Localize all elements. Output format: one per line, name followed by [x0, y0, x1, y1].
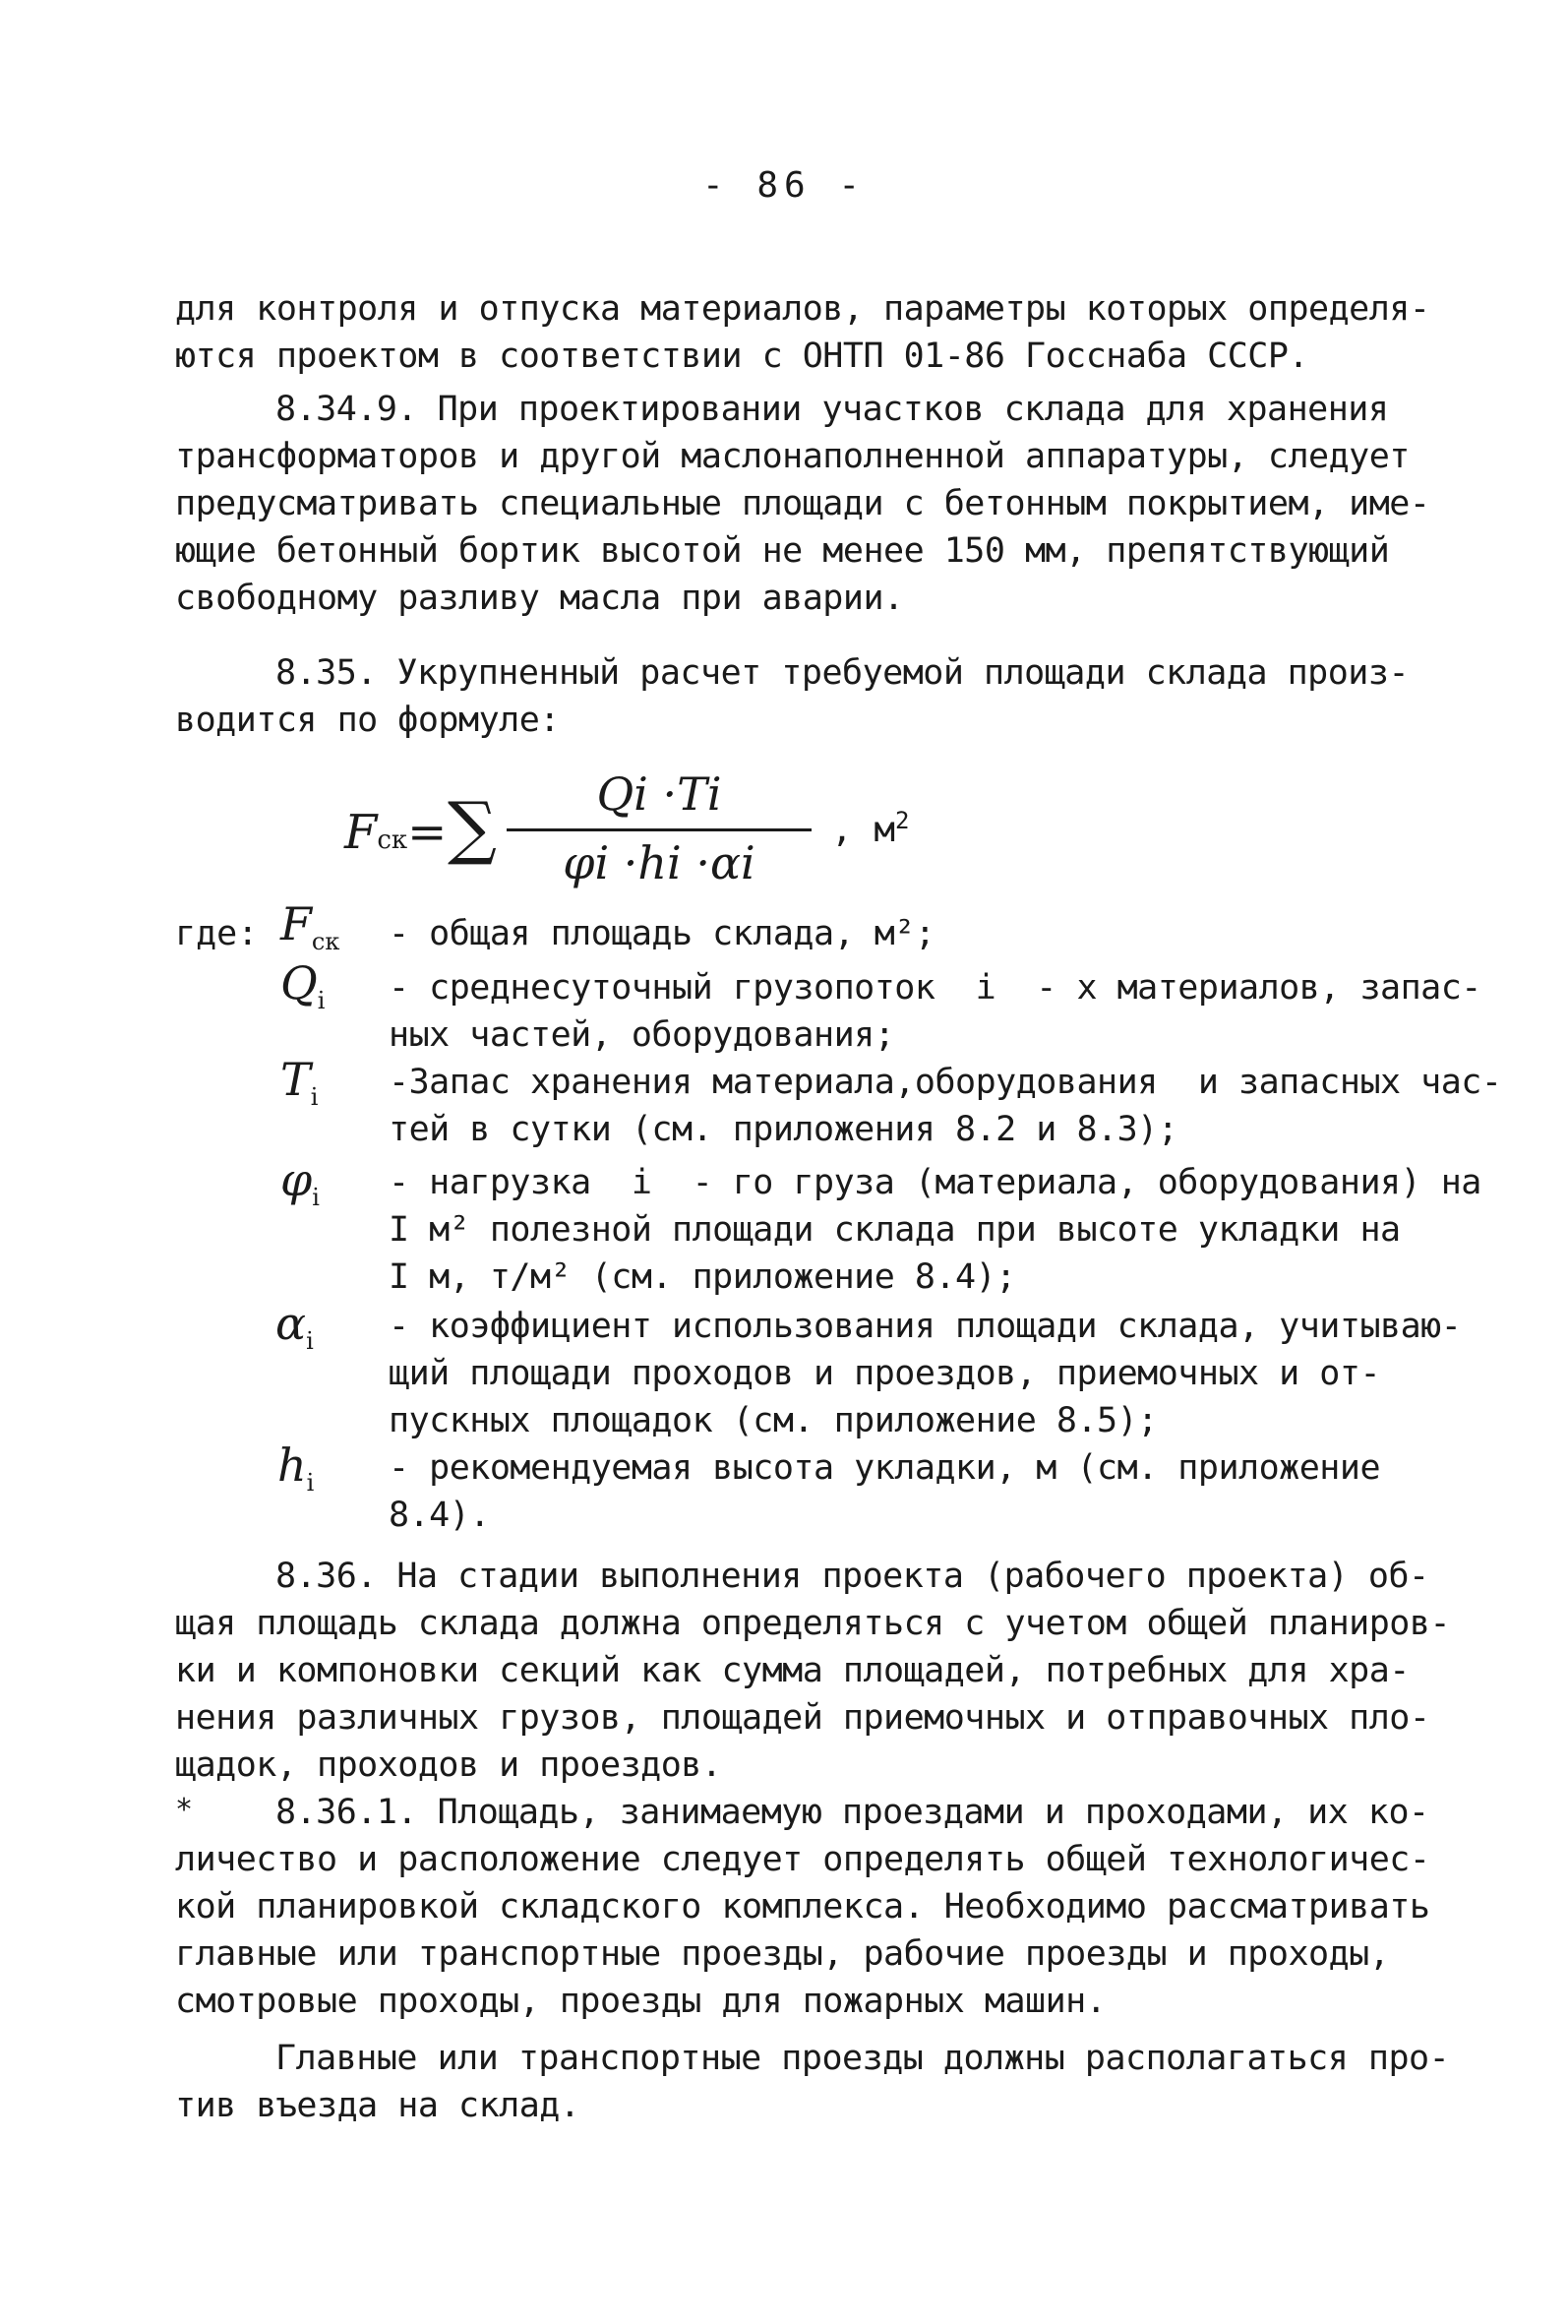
definition-line: - общая площадь склада, м²;: [389, 914, 935, 953]
text-line: ки и компоновки секций как сумма площадей, потребных для хра-: [175, 1651, 1410, 1690]
asterisk-mark: *: [175, 1793, 194, 1827]
fraction-bar: [507, 828, 812, 831]
symbol-T: $T_i$: [280, 1053, 319, 1112]
text-line: главные или транспортные проезды, рабочие проезды и проходы,: [175, 1934, 1390, 1974]
definition-line: тей в сутки (см. приложения 8.2 и 8.3);: [389, 1110, 1178, 1149]
symbol-F: $F_{ск}$: [280, 897, 340, 956]
text-line: щая площадь склада должна определяться с учетом общей планиров-: [175, 1604, 1451, 1643]
text-line: нения различных грузов, площадей приемочных и отправочных пло-: [175, 1698, 1430, 1738]
formula-numerator: Qi ·Ti: [596, 767, 722, 821]
symbol-Q: $Q_i$: [280, 956, 326, 1015]
page-number: - 86 -: [701, 165, 867, 206]
text-line: предусматривать специальные площади с бетонным покрытием, име-: [175, 484, 1430, 523]
symbol-h: $h_i$: [277, 1438, 315, 1498]
text-line: для контроля и отпуска материалов, параметры которых определя-: [175, 289, 1430, 329]
text-line: кой планировкой складского комплекса. Необходимо рассматривать: [175, 1887, 1430, 1926]
text-line: водится по формуле:: [175, 701, 560, 740]
text-line: тив въезда на склад.: [175, 2086, 580, 2125]
text-line: 8.36.1. Площадь, занимаемую проездами и проходами, их ко-: [275, 1793, 1429, 1832]
definition-line: - среднесуточный грузопоток i - х материалов, запас-: [389, 968, 1481, 1008]
definition-line: - рекомендуемая высота укладки, м (см. приложение: [389, 1448, 1381, 1488]
definition-line: пускных площадок (см. приложение 8.5);: [389, 1401, 1158, 1440]
text-line: 8.34.9. При проектировании участков склада для хранения: [275, 390, 1389, 429]
definition-line: - нагрузка i - го груза (материала, оборудования) на: [389, 1163, 1481, 1202]
text-line: ющие бетонный бортик высотой не менее 150 мм, препятствующий: [175, 531, 1390, 571]
formula-denominator: φi ·hi ·αi: [563, 836, 755, 889]
definition-line: щий площади проходов и проездов, приемочных и от-: [389, 1354, 1381, 1393]
text-line: 8.36. На стадии выполнения проекта (рабочего проекта) об-: [275, 1557, 1429, 1596]
symbol-alpha: $\alpha_i$: [275, 1297, 314, 1356]
text-line: свободному разливу масла при аварии.: [175, 579, 904, 618]
sum-symbol: ∑: [448, 787, 497, 868]
definition-line: - коэффициент использования площади склада, учитываю-: [389, 1307, 1462, 1346]
area-formula: [344, 767, 910, 895]
definition-line: I м, т/м² (см. приложение 8.4);: [389, 1257, 1016, 1297]
where-label: где:: [175, 914, 259, 953]
text-line: щадок, проходов и проездов.: [175, 1745, 722, 1785]
formula-lhs: Fск=: [344, 805, 448, 860]
symbol-phi: $\varphi_i$: [280, 1153, 320, 1212]
text-line: личество и расположение следует определять общей технологичес-: [175, 1840, 1430, 1879]
text-line: 8.35. Укрупненный расчет требуемой площади склада произ-: [275, 653, 1410, 693]
text-line: смотровые проходы, проезды для пожарных машин.: [175, 1982, 1107, 2021]
definition-line: ных частей, оборудования;: [389, 1015, 895, 1055]
text-line: ются проектом в соответствии с ОНТП 01-86 Госснаба СССР.: [175, 336, 1309, 376]
text-line: Главные или транспортные проезды должны располагаться про-: [275, 2039, 1450, 2078]
definition-line: 8.4).: [389, 1496, 490, 1535]
definition-line: I м² полезной площади склада при высоте укладки на: [389, 1210, 1401, 1250]
text-line: трансформаторов и другой маслонаполненной аппаратуры, следует: [175, 437, 1410, 476]
formula-unit: , $м^2$: [831, 807, 910, 850]
definition-line: -Запас хранения материала,оборудования и запасных час-: [389, 1063, 1502, 1102]
